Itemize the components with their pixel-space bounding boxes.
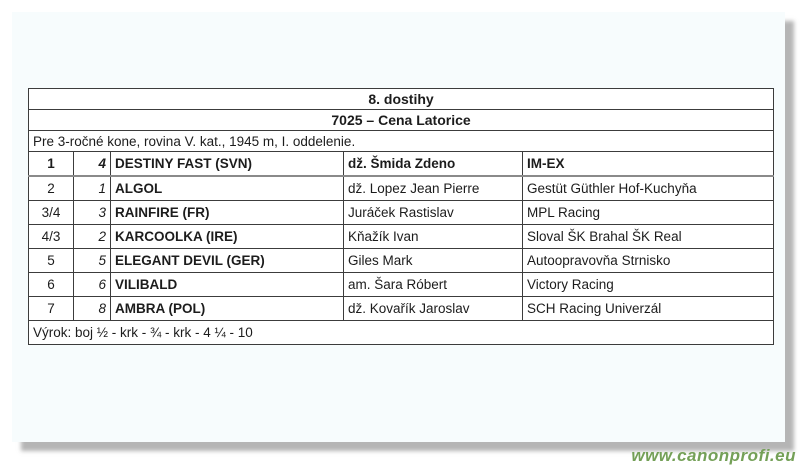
place-cell: 2 <box>29 176 74 201</box>
owner-cell: Gestüt Güthler Hof-Kuchyňa <box>523 176 774 201</box>
jockey-cell: dž. Šmida Zdeno <box>344 152 523 177</box>
number-cell: 1 <box>74 176 111 201</box>
owner-cell: Victory Racing <box>523 273 774 297</box>
owner-cell: IM-EX <box>523 152 774 177</box>
jockey-cell: dž. Kovařík Jaroslav <box>344 297 523 321</box>
horse-cell: KARCOOLKA (IRE) <box>111 225 344 249</box>
table-row <box>29 297 774 321</box>
owner-cell: SCH Racing Univerzál <box>523 297 774 321</box>
document-page <box>12 12 785 442</box>
race-number-row <box>29 89 774 110</box>
table-row <box>29 249 774 273</box>
place-cell: 5 <box>29 249 74 273</box>
jockey-cell: am. Šara Róbert <box>344 273 523 297</box>
place-cell: 7 <box>29 297 74 321</box>
place-cell: 3/4 <box>29 201 74 225</box>
race-verdict-row <box>29 321 774 345</box>
owner-cell: Sloval ŠK Brahal ŠK Real <box>523 225 774 249</box>
table-row <box>29 201 774 225</box>
horse-cell: AMBRA (POL) <box>111 297 344 321</box>
jockey-cell: Kňažík Ivan <box>344 225 523 249</box>
number-cell: 3 <box>74 201 111 225</box>
jockey-cell: Giles Mark <box>344 249 523 273</box>
owner-cell: MPL Racing <box>523 201 774 225</box>
number-cell: 6 <box>74 273 111 297</box>
number-cell: 8 <box>74 297 111 321</box>
table-row <box>29 273 774 297</box>
number-cell: 2 <box>74 225 111 249</box>
place-cell: 1 <box>29 152 74 177</box>
table-row <box>29 152 774 177</box>
race-title-row <box>29 110 774 131</box>
horse-cell: RAINFIRE (FR) <box>111 201 344 225</box>
place-cell: 4/3 <box>29 225 74 249</box>
horse-cell: VILIBALD <box>111 273 344 297</box>
race-verdict: Výrok: boj ½ - krk - ¾ - krk - 4 ¼ - 10 <box>29 321 774 345</box>
race-results-table <box>28 88 774 345</box>
horse-cell: DESTINY FAST (SVN) <box>111 152 344 177</box>
race-conditions-row <box>29 131 774 152</box>
number-cell: 4 <box>74 152 111 177</box>
watermark-text: www.canonprofi.eu <box>631 446 796 465</box>
horse-cell: ALGOL <box>111 176 344 201</box>
race-conditions: Pre 3-ročné kone, rovina V. kat., 1945 m, I. oddelenie. <box>29 131 774 152</box>
table-row <box>29 176 774 201</box>
race-title: 7025 – Cena Latorice <box>29 110 774 131</box>
place-cell: 6 <box>29 273 74 297</box>
jockey-cell: dž. Lopez Jean Pierre <box>344 176 523 201</box>
owner-cell: Autoopravovňa Strnisko <box>523 249 774 273</box>
horse-cell: ELEGANT DEVIL (GER) <box>111 249 344 273</box>
table-row <box>29 225 774 249</box>
race-number-heading: 8. dostihy <box>29 89 774 110</box>
number-cell: 5 <box>74 249 111 273</box>
jockey-cell: Juráček Rastislav <box>344 201 523 225</box>
